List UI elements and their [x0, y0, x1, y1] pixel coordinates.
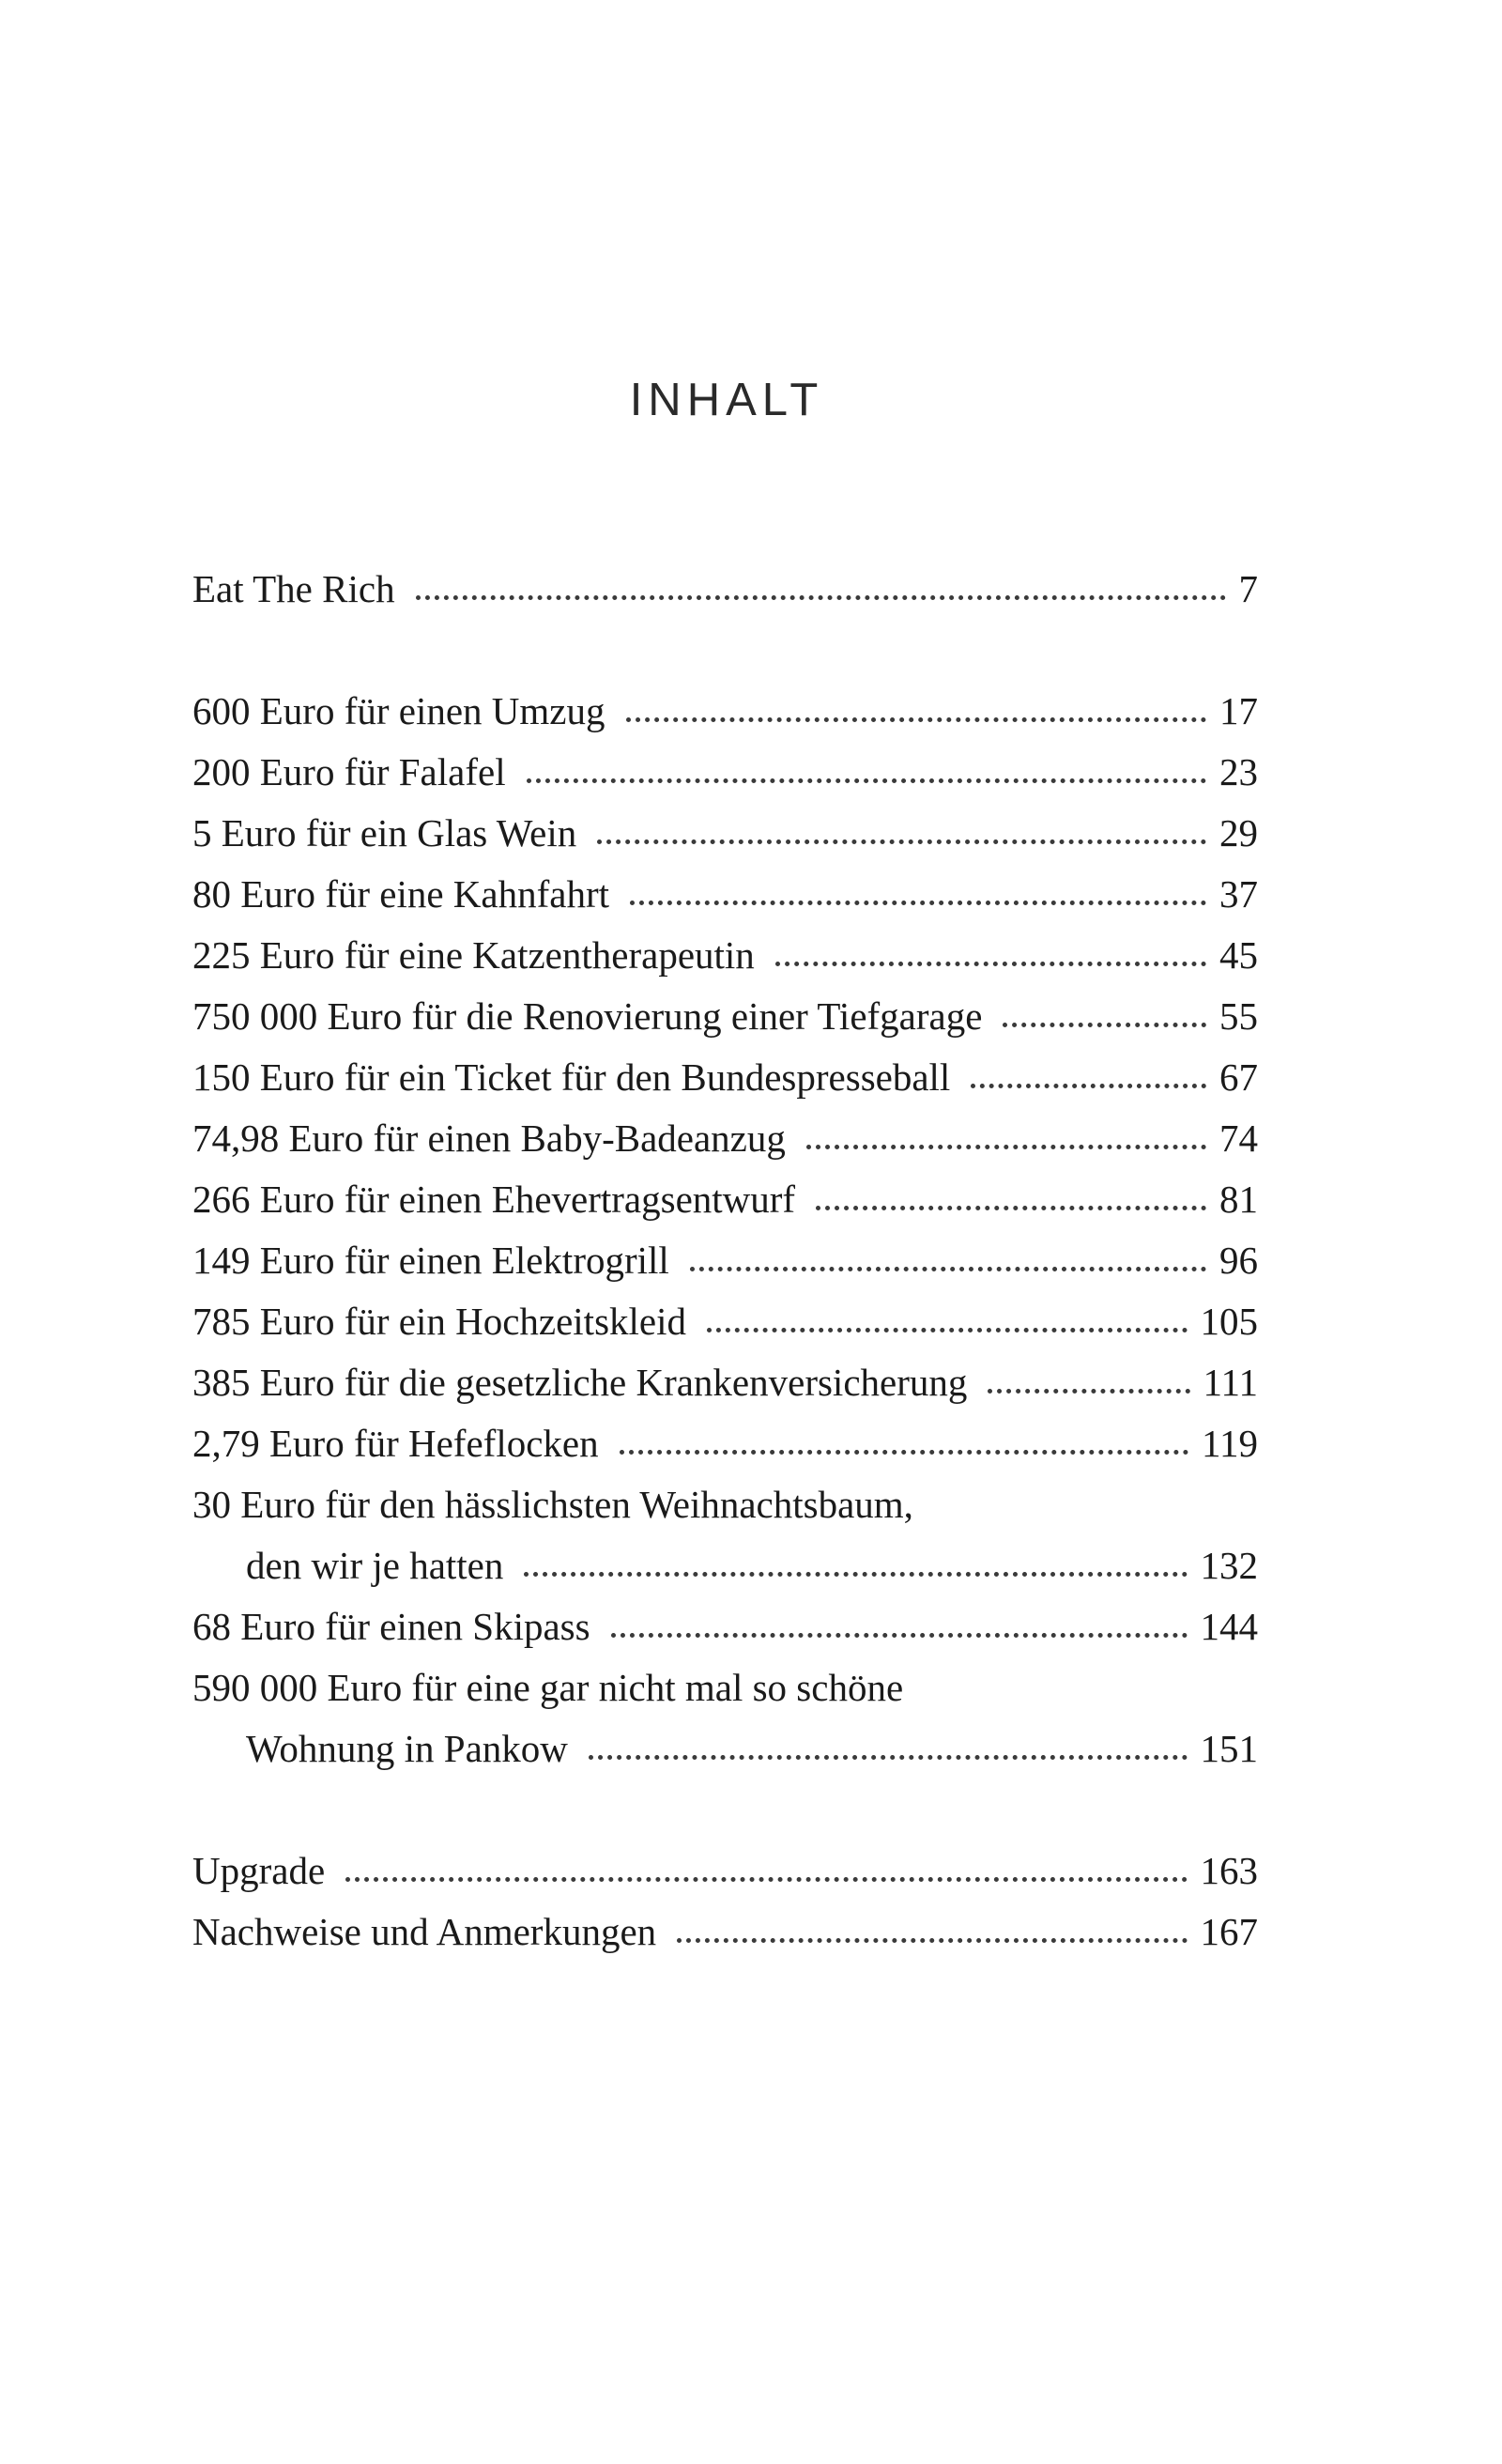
toc-page-number: 111 — [1203, 1361, 1258, 1404]
toc-entry-line — [192, 681, 1258, 742]
toc-page-number: 105 — [1200, 1300, 1258, 1343]
toc-entry-line — [192, 1902, 1258, 1963]
toc-entry[interactable] — [192, 681, 1258, 742]
toc-entry-title: 74,98 Euro für einen Baby-Badeanzug — [192, 1116, 786, 1160]
toc-entry-line — [192, 925, 1258, 986]
dot-leader — [589, 1755, 1188, 1760]
toc-entry-line — [192, 1352, 1258, 1413]
toc-page-number: 37 — [1219, 872, 1258, 916]
toc-entry-line — [192, 1535, 1258, 1596]
dot-leader — [597, 839, 1206, 844]
toc-entry[interactable] — [192, 1596, 1258, 1657]
toc-entry[interactable] — [192, 1230, 1258, 1291]
toc-section — [192, 559, 1258, 620]
toc-entry-title: Upgrade — [192, 1849, 326, 1892]
toc-entry[interactable] — [192, 864, 1258, 925]
dot-leader — [620, 1450, 1188, 1455]
toc-entry-line — [192, 1413, 1258, 1474]
toc-entry[interactable] — [192, 1840, 1258, 1902]
dot-leader — [988, 1389, 1189, 1394]
toc-entry[interactable] — [192, 1657, 1258, 1779]
toc-entry[interactable] — [192, 1291, 1258, 1352]
toc-page-number: 167 — [1200, 1910, 1258, 1953]
toc-entry-title: 385 Euro für die gesetzliche Krankenversicherung — [192, 1361, 968, 1404]
toc-section — [192, 681, 1258, 1779]
toc-entry-title: den wir je hatten — [246, 1544, 504, 1587]
toc-entry-title: 5 Euro für ein Glas Wein — [192, 811, 577, 855]
toc-entry[interactable] — [192, 1108, 1258, 1169]
toc-page-number: 7 — [1238, 567, 1258, 610]
toc-entry[interactable] — [192, 742, 1258, 803]
dot-leader — [690, 1267, 1206, 1271]
toc-entry-title: Eat The Rich — [192, 567, 395, 610]
dot-leader — [611, 1633, 1188, 1638]
toc-entry[interactable] — [192, 559, 1258, 620]
toc-entry[interactable] — [192, 925, 1258, 986]
toc-entry-title: 30 Euro für den hässlichsten Weihnachtsbaum, — [192, 1483, 913, 1526]
dot-leader — [416, 595, 1226, 600]
toc-entry-title: 225 Euro für eine Katzentherapeutin — [192, 933, 755, 977]
page-title: INHALT — [629, 375, 824, 425]
toc-entry-title: 266 Euro für einen Ehevertragsentwurf — [192, 1178, 796, 1221]
toc-entry-line — [192, 1474, 1258, 1535]
toc-entry-line — [192, 1657, 1258, 1718]
toc-entry-title: 149 Euro für einen Elektrogrill — [192, 1239, 669, 1282]
toc-entry-line — [192, 803, 1258, 864]
dot-leader — [345, 1877, 1187, 1882]
toc-entry[interactable] — [192, 1169, 1258, 1230]
dot-leader — [707, 1328, 1187, 1332]
toc-entry-title: Wohnung in Pankow — [246, 1727, 568, 1770]
toc-entry-title: 150 Euro für ein Ticket für den Bundespresseball — [192, 1055, 951, 1099]
toc-section — [192, 1840, 1258, 1963]
toc-entry-title: 200 Euro für Falafel — [192, 750, 506, 793]
toc-entry[interactable] — [192, 1047, 1258, 1108]
toc-entry[interactable] — [192, 803, 1258, 864]
toc-entry-line — [192, 742, 1258, 803]
toc-entry[interactable] — [192, 1474, 1258, 1596]
toc-page-number: 74 — [1219, 1116, 1258, 1160]
toc-entry-title: 68 Euro für einen Skipass — [192, 1605, 590, 1648]
toc-page-number: 17 — [1219, 689, 1258, 732]
toc-page-number: 144 — [1200, 1605, 1258, 1648]
toc-page-number: 29 — [1219, 811, 1258, 855]
toc-entry-title: 80 Euro für eine Kahnfahrt — [192, 872, 609, 916]
toc-entry[interactable] — [192, 986, 1258, 1047]
toc-page-number: 81 — [1219, 1178, 1258, 1221]
dot-leader — [775, 962, 1206, 966]
toc-entry-line — [192, 559, 1258, 620]
toc-page-number: 151 — [1200, 1727, 1258, 1770]
toc-entry-line — [192, 1291, 1258, 1352]
dot-leader — [527, 778, 1206, 783]
dot-leader — [1003, 1023, 1206, 1027]
toc-entry-line — [192, 986, 1258, 1047]
toc-entry-title: 590 000 Euro für eine gar nicht mal so schöne — [192, 1666, 904, 1709]
toc-entry-title: 600 Euro für einen Umzug — [192, 689, 605, 732]
toc-entry-line — [192, 1718, 1258, 1779]
toc-entry[interactable] — [192, 1413, 1258, 1474]
toc-entry-title: 785 Euro für ein Hochzeitskleid — [192, 1300, 687, 1343]
toc-entry-line — [192, 1108, 1258, 1169]
toc-entry-line — [192, 1047, 1258, 1108]
toc-page-number: 163 — [1200, 1849, 1258, 1892]
toc-page-number: 55 — [1219, 994, 1258, 1038]
dot-leader — [971, 1084, 1206, 1088]
toc-page-number: 96 — [1219, 1239, 1258, 1282]
toc-entry-title: Nachweise und Anmerkungen — [192, 1910, 657, 1953]
dot-leader — [816, 1206, 1206, 1210]
toc-page-number: 132 — [1200, 1544, 1258, 1587]
table-of-contents — [192, 559, 1258, 1963]
dot-leader — [806, 1145, 1206, 1149]
toc-page-number: 45 — [1219, 933, 1258, 977]
toc-entry-line — [192, 1169, 1258, 1230]
dot-leader — [626, 717, 1207, 722]
toc-entry[interactable] — [192, 1902, 1258, 1963]
dot-leader — [630, 901, 1206, 905]
toc-entry-line — [192, 864, 1258, 925]
dot-leader — [524, 1572, 1187, 1577]
toc-entry[interactable] — [192, 1352, 1258, 1413]
toc-page-number: 119 — [1202, 1422, 1258, 1465]
toc-page-number: 23 — [1219, 750, 1258, 793]
toc-entry-title: 2,79 Euro für Hefeflocken — [192, 1422, 599, 1465]
dot-leader — [677, 1938, 1187, 1943]
toc-entry-line — [192, 1596, 1258, 1657]
toc-entry-title: 750 000 Euro für die Renovierung einer Tiefgarage — [192, 994, 983, 1038]
toc-entry-line — [192, 1840, 1258, 1902]
toc-page-number: 67 — [1219, 1055, 1258, 1099]
toc-entry-line — [192, 1230, 1258, 1291]
